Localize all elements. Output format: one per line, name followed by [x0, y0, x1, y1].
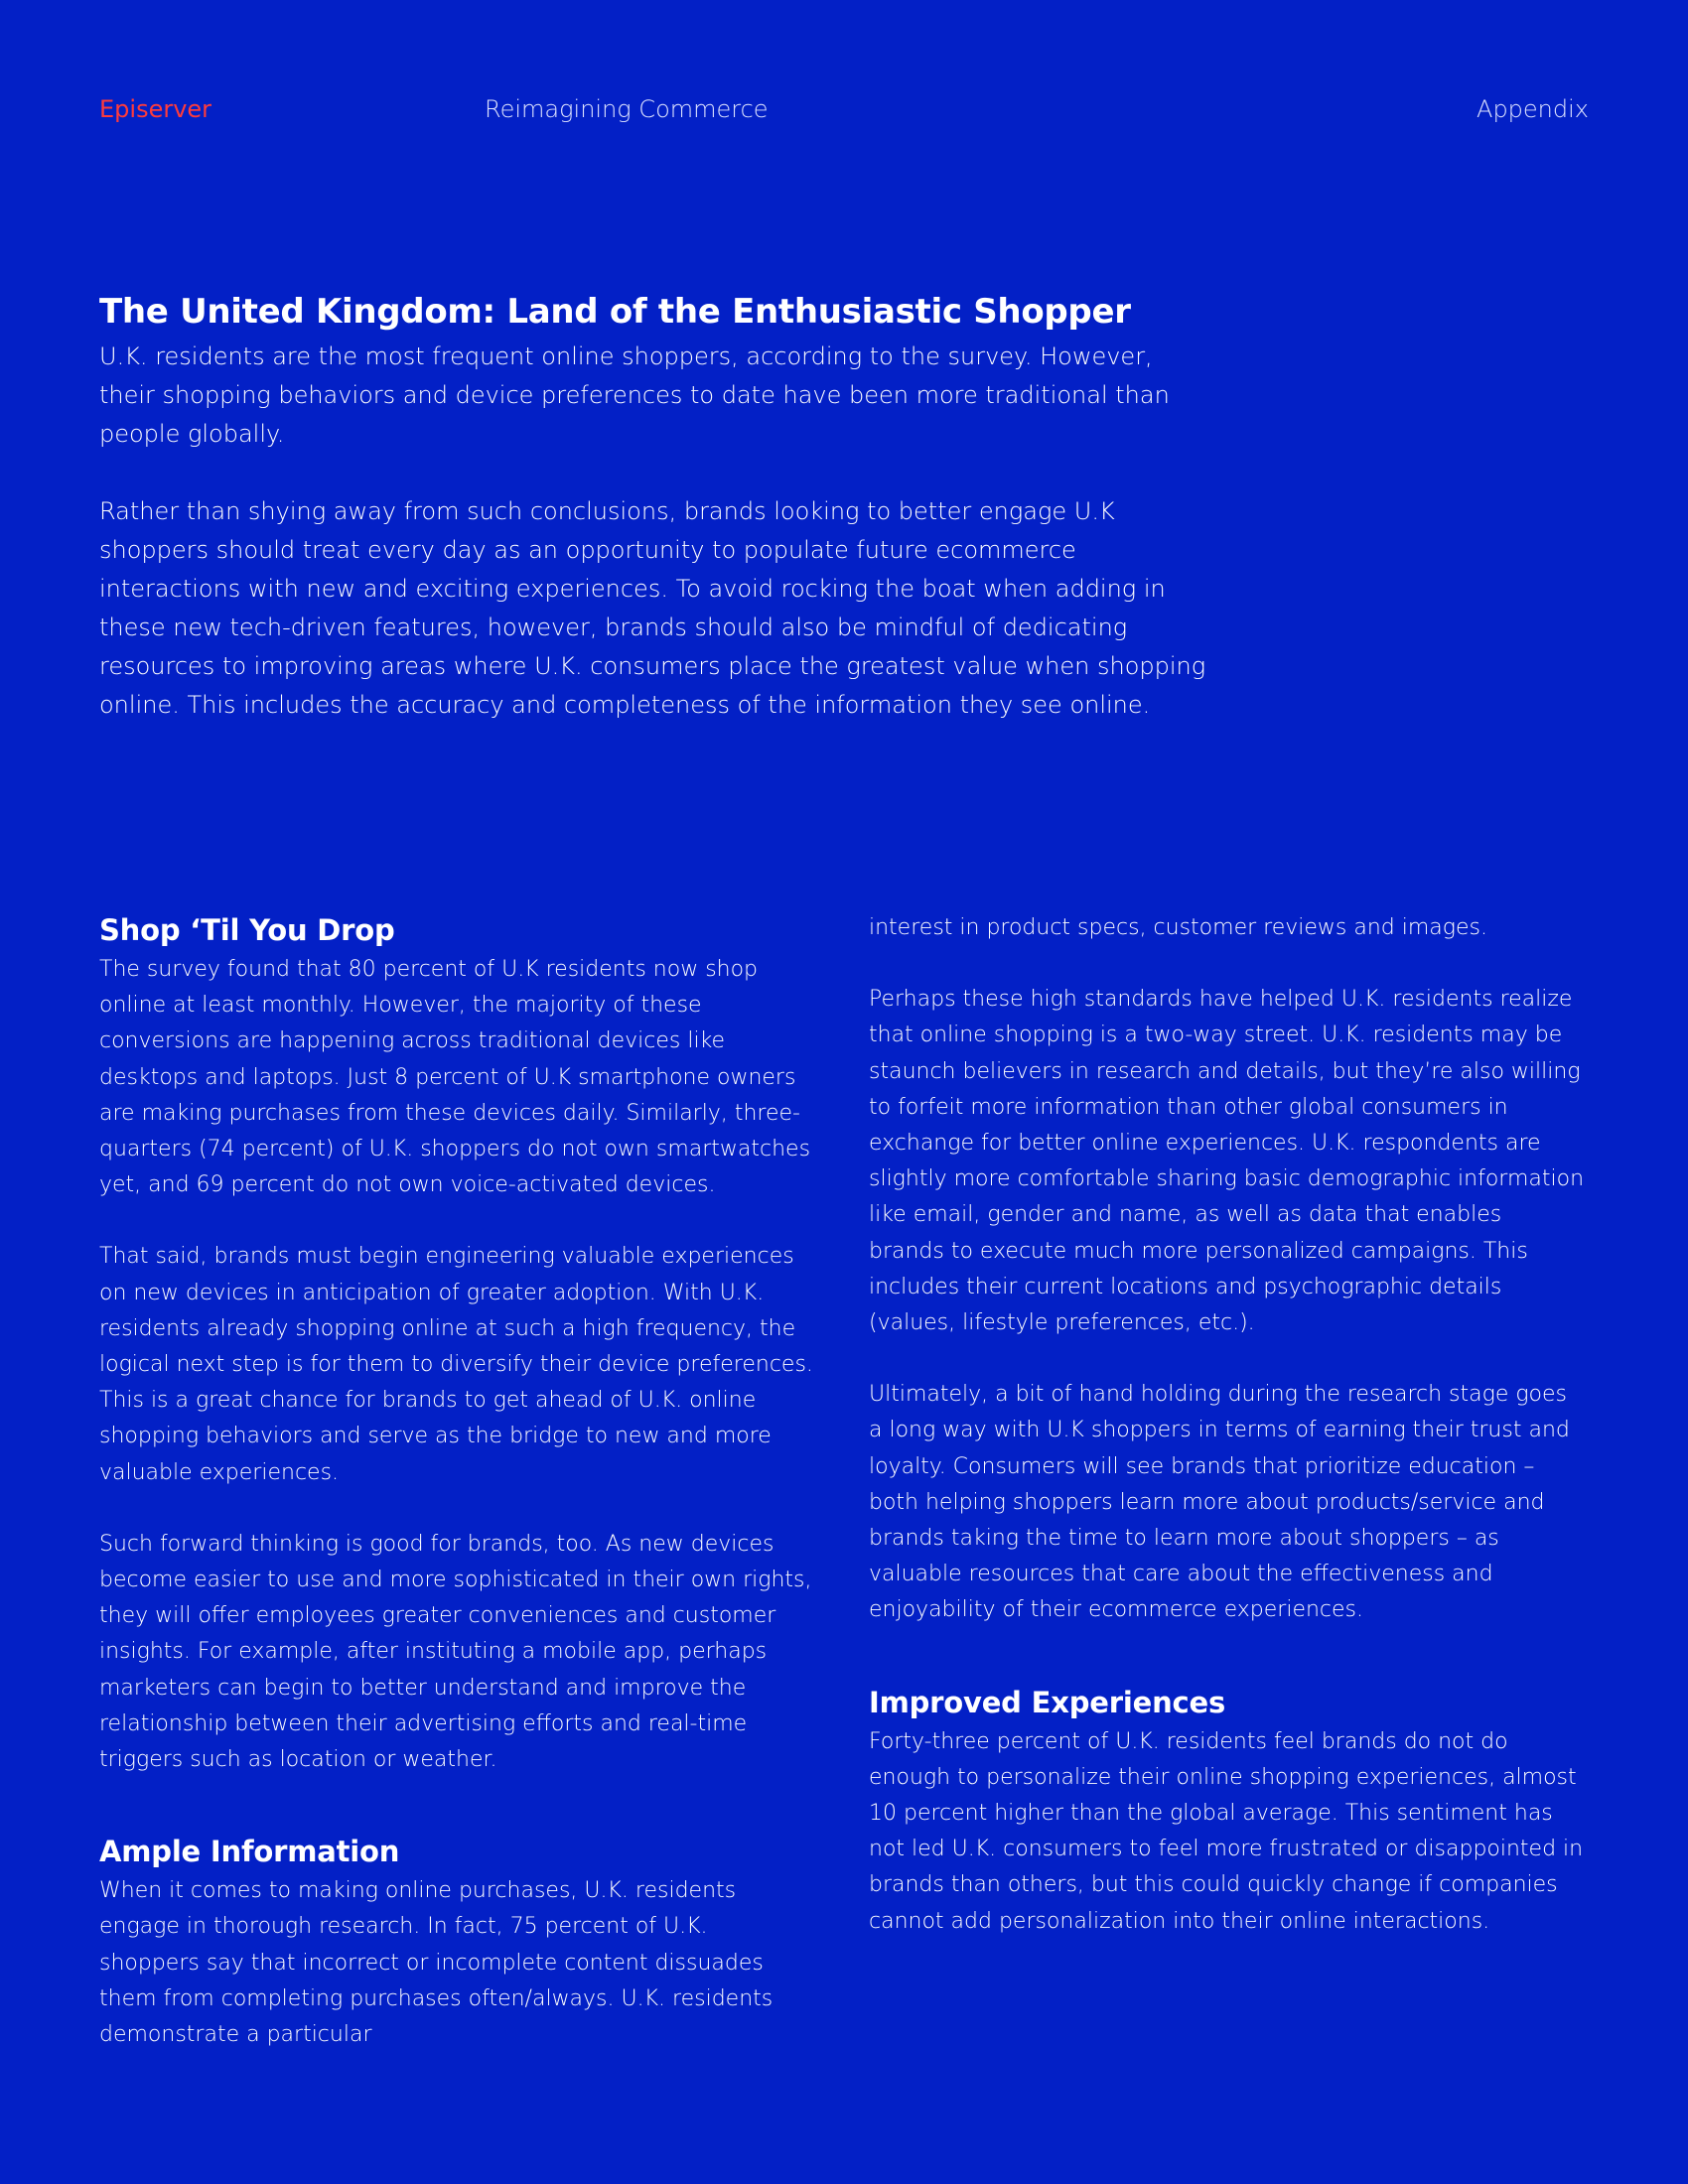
- appendix-link[interactable]: Appendix: [1477, 95, 1589, 123]
- body-paragraph: Forty-three percent of U.K. residents feel brands do not do enough to personalize their online shopping experiences, almost 10 percent higher than the global average. This sentiment has not led U.K. consumers to feel more frustrated or disappointed in brands than others, but this could quickly change if companies cannot add personalization into their online interactions.: [869, 1728, 1584, 1934]
- intro-section: [99, 290, 1211, 763]
- body-paragraph: When it comes to making online purchases, U.K. residents engage in thorough research. In fact, 75 percent of U.K. shoppers say that incorrect or incomplete content dissuades them from completing purchases often/always. U.K. residents demonstrate a particular: [99, 1878, 774, 2048]
- page-heading: The United Kingdom: Land of the Enthusiastic Shopper: [99, 292, 1131, 332]
- body-paragraph: The survey found that 80 percent of U.K residents now shop online at least monthly. However, the majority of these conversions are happening across traditional devices like desktops and laptops. Just 8 percent of U.K smartphone owners are making purchases from these devices daily. Similarly, three-quarters (74 percent) of U.K. shoppers do not own smartwatches yet, and 69 percent do not own voice-activated devices.: [99, 957, 811, 1198]
- heading-ample-information: Ample Information: [99, 1835, 400, 1869]
- heading-improved-experiences: Improved Experiences: [869, 1685, 1226, 1719]
- body-paragraph: interest in product specs, customer reviews and images.: [869, 915, 1487, 940]
- document-title[interactable]: Reimagining Commerce: [485, 95, 769, 123]
- page-header: [99, 95, 1589, 129]
- body-paragraph: Ultimately, a bit of hand holding during the research stage goes a long way with U.K shoppers in terms of earning their trust and loyalty. Consumers will see brands that prioritize education – both helping shoppers learn more about products/service and brands taking the time to learn more about shoppers – as valuable resources that care about the effectiveness and enjoyability of their ecommerce experiences.: [869, 1382, 1570, 1623]
- body-paragraph: Such forward thinking is good for brands, too. As new devices become easier to use and more sophisticated in their own rights, they will offer employees greater conveniences and customer insights. For example, after instituting a mobile app, perhaps marketers can begin to better understand and improve the relationship between their advertising efforts and real-time triggers such as location or weather.: [99, 1531, 812, 1773]
- body-paragraph: Perhaps these high standards have helped U.K. residents realize that online shopping is a two-way street. U.K. residents may be staunch believers in research and details, but they’re also willing to forfeit more information than other global consumers in exchange for better online experiences. U.K. respondents are slightly more comfortable sharing basic demographic information like email, gender and name, as well as data that enables brands to execute much more personalized campaigns. This includes their current locations and psychographic details (values, lifestyle preferences, etc.).: [869, 987, 1585, 1336]
- body-paragraph: That said, brands must begin engineering valuable experiences on new devices in anticipation of greater adoption. With U.K. residents already shopping online at such a high frequency, the logical next step is for them to diversify their device preferences. This is a great chance for brands to get ahead of U.K. online shopping behaviors and serve as the bridge to new and more valuable experiences.: [99, 1244, 813, 1485]
- right-column: [869, 910, 1584, 1976]
- intro-paragraph-1: U.K. residents are the most frequent online shoppers, according to the survey. However, their shopping behaviors and device preferences to date have been more traditional than people globally.: [99, 342, 1170, 448]
- brand-logo[interactable]: Episerver: [99, 95, 212, 123]
- heading-shop-til-you-drop: Shop ‘Til You Drop: [99, 913, 395, 947]
- intro-paragraph-2: Rather than shying away from such conclusions, brands looking to better engage U.K shoppers should treat every day as an opportunity to populate future ecommerce interactions with new and exciting experiences. To avoid rocking the boat when adding in these new tech-driven features, however, brands should also be mindful of dedicating resources to improving areas where U.K. consumers place the greatest value when shopping online. This includes the accuracy and completeness of the information they see online.: [99, 497, 1206, 719]
- left-column: [99, 910, 814, 2089]
